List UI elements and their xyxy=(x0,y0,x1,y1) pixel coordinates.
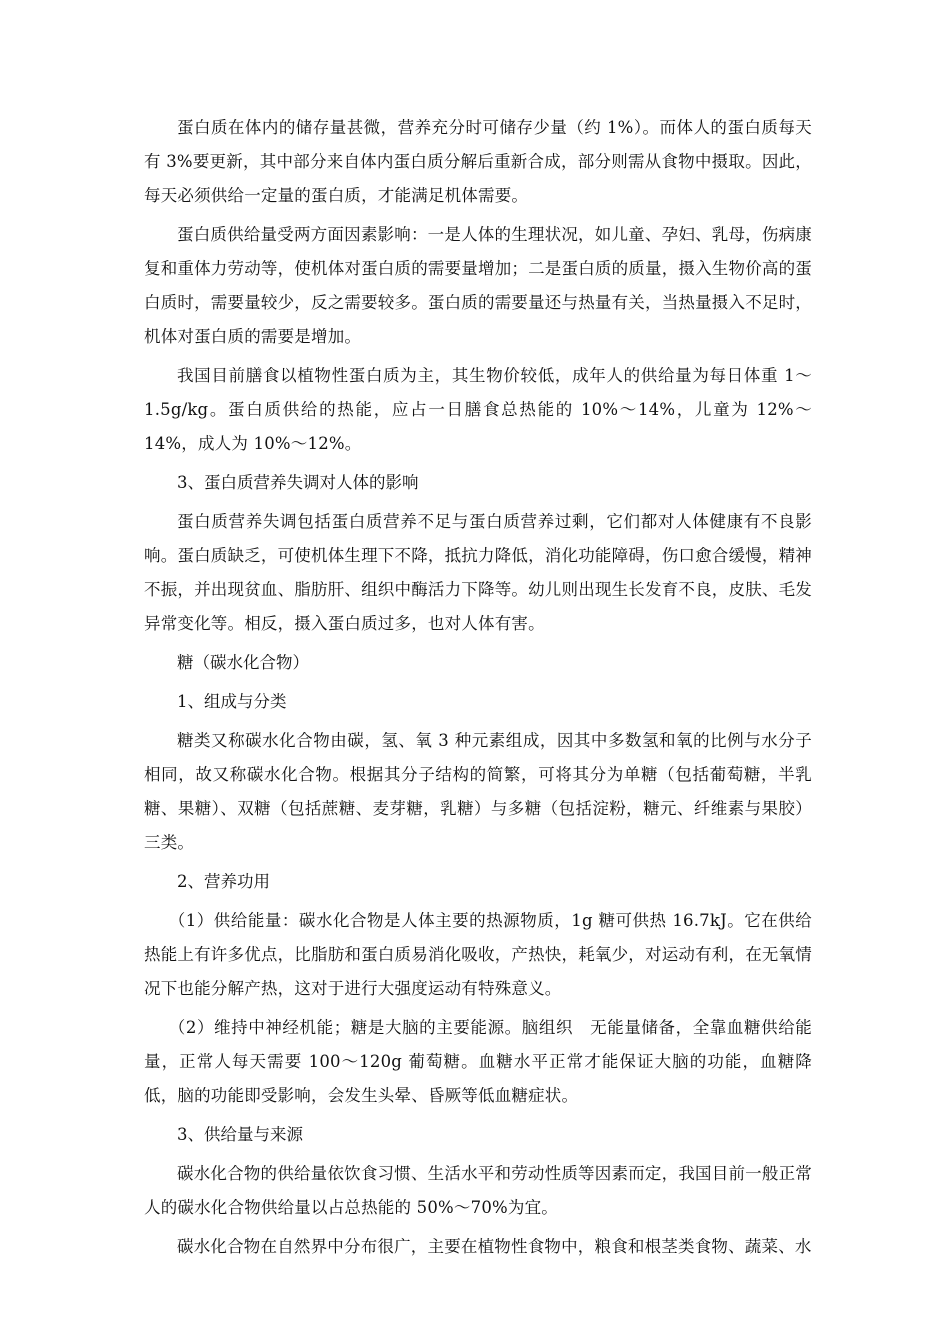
heading-protein-imbalance: 3、蛋白质营养失调对人体的影响 xyxy=(177,473,419,492)
heading-composition: 1、组成与分类 xyxy=(177,692,287,711)
paragraph-carbohydrate-composition: 糖类又称碳水化合物由碳，氢、氧 3 种元素组成，因其中多数氢和氧的比例与水分子相同，故又称碳水化合物。根据其分子结构的简繁，可将其分为单糖（包括葡萄糖，半乳糖、果糖）、双糖（包括蔗糖、麦芽糖，乳糖）与多糖（包括淀粉，糖元、纤维素与果胶）三类。 xyxy=(144,731,812,852)
paragraph-protein-supply-factors: 蛋白质供给量受两方面因素影响：一是人体的生理状况，如儿童、孕妇、乳母，伤病康复和重体力劳动等，使机体对蛋白质的需要量增加；二是蛋白质的质量，摄入生物价高的蛋白质时，需要量较少，反之需要较多。蛋白质的需要量还与热量有关，当热量摄入不足时，机体对蛋白质的需要是增加。 xyxy=(144,225,812,346)
paragraph-carbohydrate-supply: 碳水化合物的供给量依饮食习惯、生活水平和劳动性质等因素而定，我国目前一般正常人的碳水化合物供给量以占总热能的 50%～70%为宜。 xyxy=(144,1164,812,1217)
paragraph-carbohydrate-sources: 碳水化合物在自然界中分布很广，主要在植物性食物中，粮食和根茎类食物、蔬菜、水 xyxy=(177,1237,812,1256)
heading-carbohydrates: 糖（碳水化合物） xyxy=(177,653,309,672)
paragraph-protein-intake: 我国目前膳食以植物性蛋白质为主，其生物价较低，成年人的供给量为每日体重 1～1.5g/kg。蛋白质供给的热能，应占一日膳食总热能的 10%～14%，儿童为 12%～14%，成人为 10%～12%。 xyxy=(144,366,812,453)
paragraph-energy-supply: （1）供给能量：碳水化合物是人体主要的热源物质，1g 糖可供热 16.7kJ。它在供给热能上有许多优点，比脂肪和蛋白质易消化吸收，产热快，耗氧少，对运动有利，在无氧情况下也能分解产热，这对于进行大强度运动有特殊意义。 xyxy=(144,911,812,998)
paragraph-protein-storage: 蛋白质在体内的储存量甚微，营养充分时可储存少量（约 1%）。而体人的蛋白质每天有 3%要更新，其中部分来自体内蛋白质分解后重新合成，部分则需从食物中摄取。因此，每天必须供给一定量的蛋白质，才能满足机体需要。 xyxy=(144,118,812,205)
heading-nutrition-function: 2、营养功用 xyxy=(177,872,270,891)
paragraph-protein-imbalance: 蛋白质营养失调包括蛋白质营养不足与蛋白质营养过剩，它们都对人体健康有不良影响。蛋白质缺乏，可使机体生理下不降，抵抗力降低，消化功能障碍，伤口愈合缓慢，精神不振，并出现贫血、脂肪肝、组织中酶活力下降等。幼儿则出现生长发育不良，皮肤、毛发异常变化等。相反，摄入蛋白质过多，也对人体有害。 xyxy=(144,512,812,633)
document-page xyxy=(144,111,812,1269)
paragraph-nerve-function: （2）维持中神经机能；糖是大脑的主要能源。脑组织 无能量储备，全靠血糖供给能量，正常人每天需要 100～120g 葡萄糖。血糖水平正常才能保证大脑的功能，血糖降低，脑的功能即受影响，会发生头晕、昏厥等低血糖症状。 xyxy=(144,1018,812,1105)
heading-supply-source: 3、供给量与来源 xyxy=(177,1125,303,1144)
